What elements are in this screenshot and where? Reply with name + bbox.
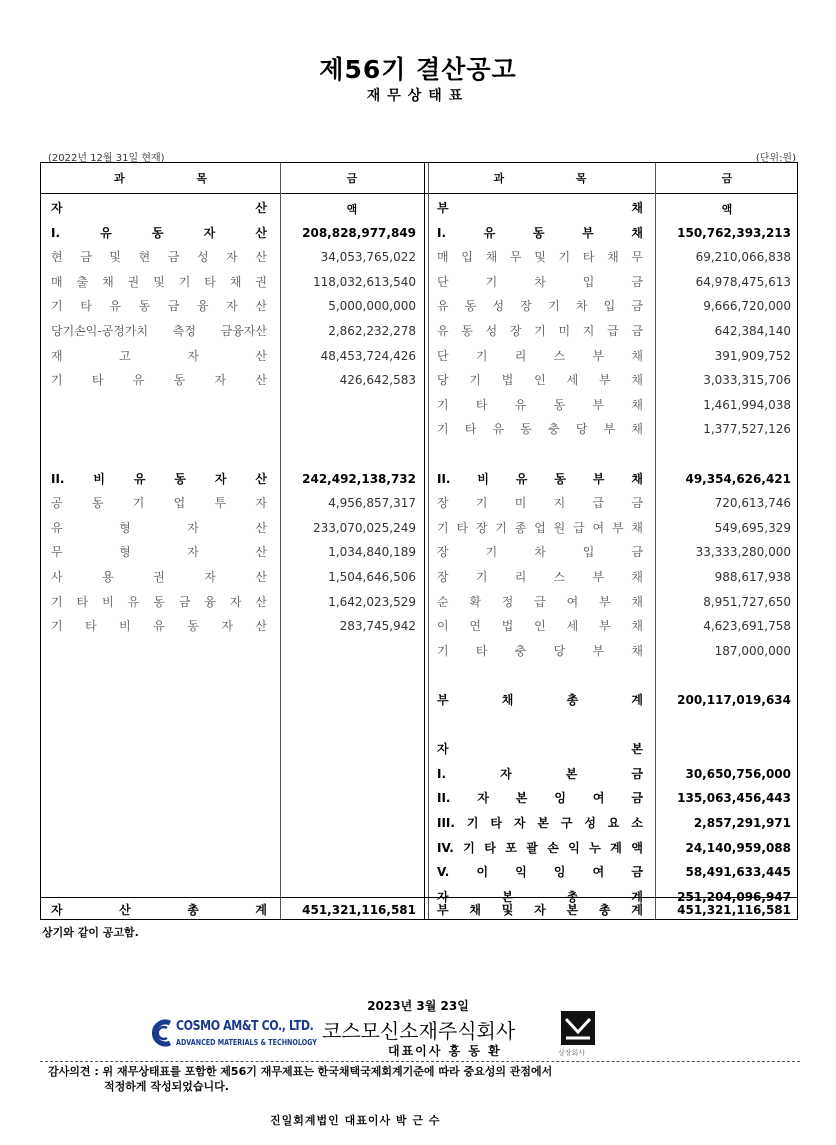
asset-row-text (51, 442, 267, 466)
asset-row-label (51, 467, 267, 491)
asset-row-text: II. 비 유 동 자 산 (51, 472, 267, 486)
liability-row-label (437, 368, 643, 392)
assets-total-text: 자 산 총 계 (51, 903, 267, 917)
page-subtitle: 재무상태표 (366, 88, 470, 104)
liability-row-text (437, 713, 643, 737)
logo-subtext: ADVANCED MATERIALS & TECHNOLOGY (176, 1038, 317, 1047)
liability-row-label (437, 836, 643, 860)
liability-row-text: 기 타 유 동 부 채 (437, 398, 643, 412)
liability-row-amount: 1,461,994,038 (703, 398, 791, 412)
liability-row-label (437, 245, 643, 269)
liability-row-text (437, 663, 643, 687)
liability-row-amount: 251,204,096,947 (677, 890, 791, 904)
asset-row-text: 기 타 비 유 동 금 융 자 산 (51, 595, 267, 609)
liability-row-text: II. 비 유 동 부 채 (437, 472, 643, 486)
asset-row-amount: 4,956,857,317 (328, 496, 416, 510)
asset-row-text: 자 산 (51, 201, 267, 215)
liability-row-amount (658, 737, 791, 761)
asset-row-text: 매 출 채 권 및 기 타 채 권 (51, 275, 267, 289)
header-account-left: 과 목 (113, 172, 242, 185)
liability-row-text: 단 기 리 스 부 채 (437, 349, 643, 363)
asset-row-amount: 118,032,613,540 (312, 275, 416, 289)
asset-row-label (51, 491, 267, 515)
asset-row-amount: 1,642,023,529 (328, 595, 416, 609)
logo-text: COSMO AM&T CO., LTD. (176, 1019, 314, 1034)
asset-row-amount: 1,034,840,189 (328, 545, 416, 559)
date-note: (2022년 12월 31일 현재) (48, 153, 165, 164)
asset-row-label (51, 319, 267, 343)
asset-row-amount (283, 393, 416, 417)
asset-row-label (51, 270, 267, 294)
liability-row-label (437, 417, 643, 441)
liability-row-label (437, 196, 643, 220)
column-divider-center-double (428, 163, 429, 919)
seal-caption: 상장회사 (558, 1049, 586, 1057)
liability-row-label (437, 442, 643, 466)
liability-row-amount (658, 663, 791, 687)
liability-row-label (437, 590, 643, 614)
asset-row-amount: 233,070,025,249 (312, 521, 416, 535)
liability-row-amount: 49,354,626,421 (685, 472, 791, 486)
liability-row-amount: 187,000,000 (714, 644, 791, 658)
asset-row-text (51, 393, 267, 417)
listed-company-seal-icon (560, 1010, 596, 1046)
liability-row-label (437, 786, 643, 810)
asset-row-amount (283, 196, 416, 220)
liability-row-amount: 135,063,456,443 (677, 791, 791, 805)
header-amount-left: 금 액 (346, 172, 392, 216)
liability-row-text: 매 입 채 무 및 기 타 채 무 (437, 250, 643, 264)
liability-row-text: 장 기 리 스 부 채 (437, 570, 643, 584)
asset-row-amount: 2,862,232,278 (328, 324, 416, 338)
liability-row-label (437, 491, 643, 515)
liability-row-label (437, 762, 643, 786)
liability-row-text: I. 자 본 금 (437, 767, 643, 781)
asset-row-text: 공 동 기 업 투 자 (51, 496, 267, 510)
liability-row-amount: 549,695,329 (714, 521, 791, 535)
liability-row-text: 기 타 유 동 충 당 부 채 (437, 422, 643, 436)
liability-row-label (437, 688, 643, 712)
liability-row-text: 기 타 장 기 종 업 원 급 여 부 채 (437, 521, 643, 535)
asset-row-text: 현 금 및 현 금 성 자 산 (51, 250, 267, 264)
liability-row-amount (658, 713, 791, 737)
asset-row-text: 무 형 자 산 (51, 545, 267, 559)
asset-row-amount: 48,453,724,426 (320, 349, 416, 363)
asset-row-text: 유 형 자 산 (51, 521, 267, 535)
asset-row-amount (283, 417, 416, 441)
liab-equity-total-label (437, 898, 643, 922)
liability-row-text: 당 기 법 인 세 부 채 (437, 373, 643, 387)
asset-row-label (51, 344, 267, 368)
asset-row-amount: 283,745,942 (339, 619, 416, 633)
asset-row-text: 기 타 비 유 동 자 산 (51, 619, 267, 633)
liab-equity-total-amount: 451,321,116,581 (677, 903, 791, 917)
liability-row-amount: 9,666,720,000 (703, 299, 791, 313)
asset-row-text: 기 타 유 동 자 산 (51, 373, 267, 387)
page-title: 제56기 결산공고 (319, 55, 517, 84)
liab-equity-total-text: 부 채 및 자 본 총 계 (437, 903, 643, 917)
liability-row-label (437, 221, 643, 245)
liability-row-text: 장 기 차 입 금 (437, 545, 643, 559)
liability-row-amount: 1,377,527,126 (703, 422, 791, 436)
header-account-right: 과 목 (493, 172, 621, 185)
liability-row-label (437, 540, 643, 564)
liability-row-label (437, 319, 643, 343)
asset-row-text: 사 용 권 자 산 (51, 570, 267, 584)
liability-row-text: 부 채 (437, 201, 643, 215)
liability-row-label (437, 393, 643, 417)
liability-row-text: 유 동 성 장 기 차 입 금 (437, 299, 643, 313)
asset-row-label (51, 245, 267, 269)
liability-row-amount: 150,762,393,213 (677, 226, 791, 240)
liability-row-amount: 58,491,633,445 (685, 865, 791, 879)
asset-row-text: 재 고 자 산 (51, 349, 267, 363)
liability-row-amount: 24,140,959,088 (685, 841, 791, 855)
liability-row-amount (658, 196, 791, 220)
liability-row-text: I. 유 동 부 채 (437, 226, 643, 240)
liability-row-text (437, 442, 643, 466)
assets-total-amount: 451,321,116,581 (302, 903, 416, 917)
asset-row-label (51, 590, 267, 614)
ceo-name: 대표이사 홍 동 환 (388, 1044, 502, 1058)
liability-row-label (437, 860, 643, 884)
asset-row-label (51, 540, 267, 564)
liability-row-amount: 64,978,475,613 (695, 275, 791, 289)
closing-statement: 상기와 같이 공고함. (42, 926, 139, 939)
divider-line (40, 1061, 800, 1062)
asset-row-label (51, 294, 267, 318)
liability-row-amount: 391,909,752 (714, 349, 791, 363)
liability-row-amount: 69,210,066,838 (695, 250, 791, 264)
liability-row-amount: 8,951,727,650 (703, 595, 791, 609)
liability-row-label (437, 663, 643, 687)
liability-row-text: 순 확 정 급 여 부 채 (437, 595, 643, 609)
asset-row-label (51, 221, 267, 245)
asset-row-text: I. 유 동 자 산 (51, 226, 267, 240)
liability-row-label (437, 713, 643, 737)
liability-row-text: IV. 기 타 포 괄 손 익 누 계 액 (437, 841, 643, 855)
asset-row-label (51, 393, 267, 417)
auditor-name: 진일회계법인 대표이사 박 근 수 (270, 1114, 441, 1127)
balance-sheet-table (40, 162, 798, 920)
asset-row-text (51, 417, 267, 441)
asset-row-label (51, 368, 267, 392)
liability-row-text: 자 본 총 계 (437, 890, 643, 904)
company-logo (152, 1016, 317, 1052)
asset-row-text: 당기손익-공정가치 측정 금융자산 (51, 324, 267, 338)
header-amount-right: 금 액 (721, 172, 767, 216)
assets-total-label (51, 898, 267, 922)
audit-opinion-line-1: 감사의견 : 위 재무상태표를 포함한 제56기 재무제표는 한국채택국제회계기준에 따라 중요성의 관점에서 (48, 1065, 553, 1078)
asset-row-amount: 5,000,000,000 (328, 299, 416, 313)
asset-row-amount: 242,492,138,732 (302, 472, 416, 486)
liability-row-label (437, 294, 643, 318)
liability-row-text: 유 동 성 장 기 미 지 급 금 (437, 324, 643, 338)
liability-row-amount: 30,650,756,000 (685, 767, 791, 781)
asset-row-label (51, 442, 267, 466)
asset-row-text: 기 타 유 동 금 융 자 산 (51, 299, 267, 313)
liability-row-amount: 3,033,315,706 (703, 373, 791, 387)
liability-row-amount: 200,117,019,634 (677, 693, 791, 707)
asset-row-label (51, 516, 267, 540)
asset-row-amount: 1,504,646,506 (328, 570, 416, 584)
cosmo-logo-icon (152, 1018, 174, 1048)
company-name: 코스모신소재주식회사 (322, 1019, 516, 1043)
liability-row-label (437, 516, 643, 540)
liability-row-amount: 988,617,938 (714, 570, 791, 584)
liability-row-amount: 4,623,691,758 (703, 619, 791, 633)
liability-row-label (437, 614, 643, 638)
asset-row-amount: 208,828,977,849 (302, 226, 416, 240)
column-divider (280, 163, 281, 919)
liability-row-text: V. 이 익 잉 여 금 (437, 865, 643, 879)
liability-row-label (437, 811, 643, 835)
publication-date: 2023년 3월 23일 (367, 999, 469, 1013)
liability-row-label (437, 344, 643, 368)
audit-opinion-line-2: 적정하게 작성되었습니다. (104, 1080, 229, 1093)
liability-row-text: 자 본 (437, 742, 643, 756)
liability-row-text: 이 연 법 인 세 부 채 (437, 619, 643, 633)
asset-row-label (51, 565, 267, 589)
asset-row-amount (283, 442, 416, 466)
asset-row-amount: 426,642,583 (339, 373, 416, 387)
liability-row-text: II. 자 본 잉 여 금 (437, 791, 643, 805)
liability-row-text: 부 채 총 계 (437, 693, 643, 707)
liability-row-label (437, 270, 643, 294)
liability-row-text: 기 타 충 당 부 채 (437, 644, 643, 658)
liability-row-label (437, 565, 643, 589)
liability-row-label (437, 737, 643, 761)
liability-row-text: III. 기 타 자 본 구 성 요 소 (437, 816, 643, 830)
liability-row-text: 단 기 차 입 금 (437, 275, 643, 289)
asset-row-label (51, 417, 267, 441)
liability-row-label (437, 467, 643, 491)
liability-row-amount: 33,333,280,000 (695, 545, 791, 559)
asset-row-amount: 34,053,765,022 (320, 250, 416, 264)
liability-row-amount: 2,857,291,971 (693, 816, 791, 830)
asset-row-label (51, 614, 267, 638)
liability-row-amount (658, 442, 791, 466)
liability-row-amount: 720,613,746 (714, 496, 791, 510)
column-divider-center (424, 163, 425, 919)
liability-row-text: 장 기 미 지 급 금 (437, 496, 643, 510)
liability-row-amount: 642,384,140 (714, 324, 791, 338)
liability-row-label (437, 639, 643, 663)
unit-note: (단위:원) (755, 153, 796, 164)
asset-row-label (51, 196, 267, 220)
column-divider (655, 163, 656, 919)
